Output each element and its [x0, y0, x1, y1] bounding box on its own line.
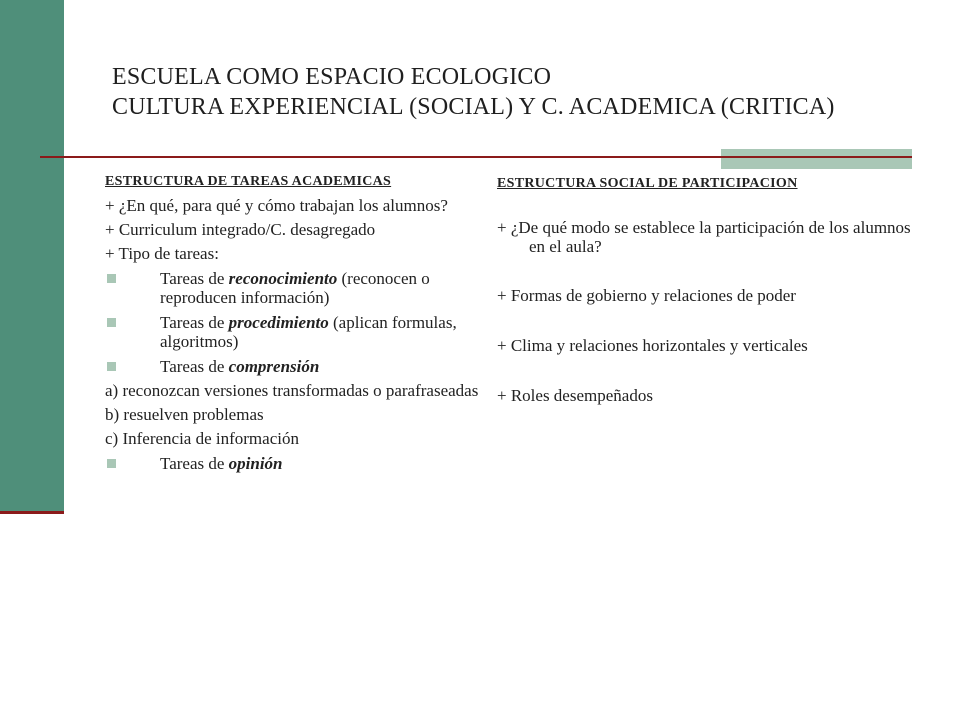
right-item: + Roles desempeñados	[497, 386, 653, 405]
right-column	[497, 174, 912, 405]
left-column	[105, 172, 490, 473]
bullet-emphasis: procedimiento	[228, 313, 329, 332]
left-item: + Curriculum integrado/C. desagregado	[105, 220, 376, 239]
sub-item: b) resuelven problemas	[105, 405, 264, 424]
left-item: + Tipo de tareas:	[105, 244, 219, 263]
side-bar-edge-line	[0, 511, 64, 514]
bullet-item-comprension	[105, 357, 490, 376]
divider-accent-block	[721, 149, 912, 169]
bullet-suffix: (reconocen o reproducen información)	[160, 269, 430, 307]
square-bullet-icon	[107, 274, 116, 283]
bullet-emphasis: reconocimiento	[228, 269, 338, 288]
sub-item: a) reconozcan versiones transformadas o parafraseadas	[105, 381, 479, 400]
bullet-prefix: Tareas de	[160, 313, 229, 332]
side-bar-decoration	[0, 0, 64, 514]
title-line-1: ESCUELA COMO ESPACIO ECOLOGICO	[112, 64, 552, 90]
square-bullet-icon	[107, 362, 116, 371]
square-bullet-icon	[107, 318, 116, 327]
left-item: + ¿En qué, para qué y cómo trabajan los alumnos?	[105, 196, 448, 215]
bullet-prefix: Tareas de	[160, 357, 229, 376]
title-line-2: CULTURA EXPERIENCIAL (SOCIAL) Y C. ACADEMICA (CRITICA)	[112, 94, 835, 120]
bullet-item-procedimiento	[105, 313, 490, 351]
left-heading: ESTRUCTURA DE TAREAS ACADEMICAS	[105, 174, 392, 189]
right-heading: ESTRUCTURA SOCIAL DE PARTICIPACION	[497, 176, 798, 191]
right-item: + Formas de gobierno y relaciones de poder	[497, 286, 796, 305]
right-item: + ¿De qué modo se establece la participación de los alumnos en el aula?	[497, 218, 911, 256]
bullet-prefix: Tareas de	[160, 269, 229, 288]
bullet-item-opinion	[105, 454, 490, 473]
bullet-emphasis: opinión	[228, 454, 283, 473]
divider-accent-line	[721, 156, 912, 158]
square-bullet-icon	[107, 459, 116, 468]
slide-title	[112, 62, 912, 122]
right-item: + Clima y relaciones horizontales y verticales	[497, 336, 808, 355]
sub-item: c) Inferencia de información	[105, 429, 299, 448]
bullet-emphasis: comprensión	[228, 357, 320, 376]
bullet-suffix: (aplican formulas, algoritmos)	[160, 313, 457, 351]
bullet-item-reconocimiento	[105, 269, 490, 307]
bullet-prefix: Tareas de	[160, 454, 229, 473]
